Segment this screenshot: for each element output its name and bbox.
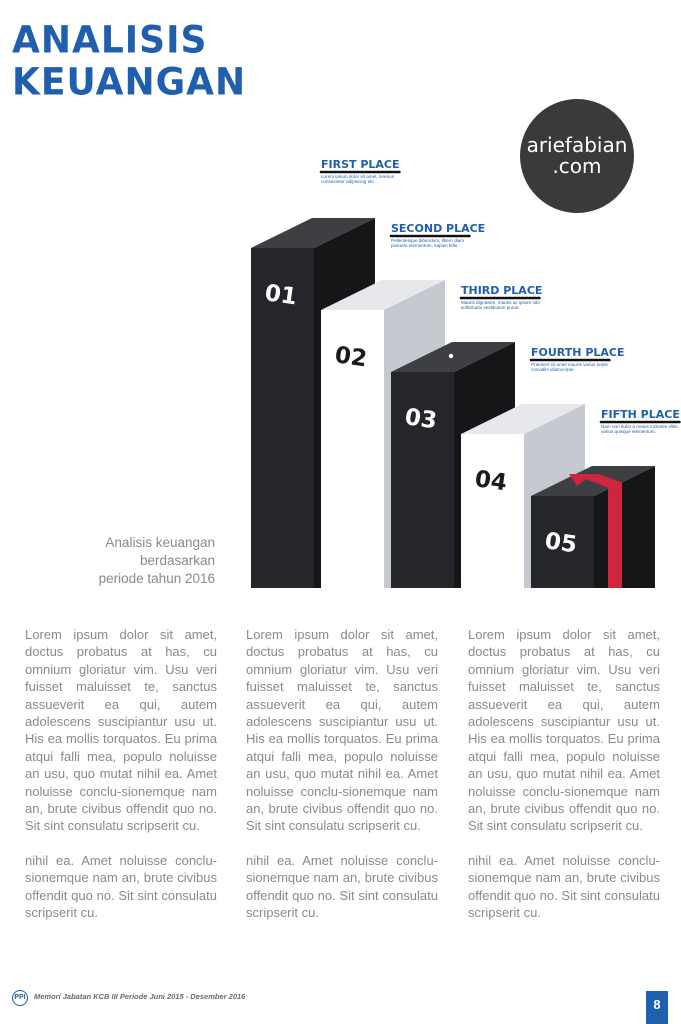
step-desc-line-1: Mauris dignissim, mauris ac ipsum nibi [461, 300, 540, 305]
step-front [391, 372, 454, 588]
step-desc-line-2: sollicitudin vestibulum purus. [461, 305, 520, 310]
step-number: 05 [543, 528, 579, 559]
arrow-shaft [608, 482, 622, 588]
title-line-1: ANALISIS [12, 18, 208, 62]
text-column-3 [468, 626, 660, 939]
column-2-paragraph-1: Lorem ipsum dolor sit amet, doctus probatus at has, cu omnium gloriatur vim. Usu veri fuisset maluisset te, sanctus assueverit ea qui, autem adolescens suscipiantur usu ut. His ea mollis torquatos. Eu prima atqui falli mea, populo noluisse an usu, quo mutat nihil ea. Amet noluisse conclu-sionemque nam an, brute civibus offendit quo no. Sit sint consulatu scripserit cu. [246, 627, 438, 834]
step-desc-line-2: consectetur adipiscing elit. [321, 179, 375, 184]
step-desc-line-1: Praesent sit amet mauris varius turpis [531, 362, 608, 367]
step-label: SECOND PLACE [391, 222, 486, 235]
step-label: FOURTH PLACE [531, 346, 625, 359]
logo-line-1: ariefabian [526, 133, 628, 157]
step-desc-line-2: convallis ullamcorper. [531, 367, 575, 372]
column-1-paragraph-2: nihil ea. Amet noluisse conclu-sionemque nam an, brute civibus offendit quo no. Sit sint consulatu scripserit cu. [25, 852, 217, 921]
title-line-2: KEUANGAN [12, 60, 247, 104]
step-number: 03 [403, 404, 439, 435]
chart-caption [99, 534, 215, 588]
caption-line-3: periode tahun 2016 [98, 571, 215, 586]
step-label: FIFTH PLACE [601, 408, 680, 421]
caption-line-1: Analisis keuangan [105, 535, 215, 550]
page-title [12, 20, 246, 104]
column-1-paragraph-1: Lorem ipsum dolor sit amet, doctus probatus at has, cu omnium gloriatur vim. Usu veri fuisset maluisset te, sanctus assueverit ea qui, autem adolescens suscipiantur usu ut. His ea mollis torquatos. Eu prima atqui falli mea, populo noluisse an usu, quo mutat nihil ea. Amet noluisse conclu-sionemque nam an, brute civibus offendit quo no. Sit sint consulatu scripserit cu. [25, 627, 217, 834]
footer-text: Memori Jabatan KCB III Periode Juni 2015 - Desember 2016 [34, 992, 246, 1001]
step-front [461, 434, 524, 588]
step-label: THIRD PLACE [461, 284, 543, 297]
column-3-paragraph-2: nihil ea. Amet noluisse conclu-sionemque nam an, brute civibus offendit quo no. Sit sint consulatu scripserit cu. [468, 852, 660, 921]
step-number: 02 [333, 342, 369, 373]
footer-logo-icon: PPI [12, 990, 28, 1006]
column-2-paragraph-2: nihil ea. Amet noluisse conclu-sionemque nam an, brute civibus offendit quo no. Sit sint consulatu scripserit cu. [246, 852, 438, 921]
step-number: 01 [263, 280, 299, 311]
column-3-paragraph-1: Lorem ipsum dolor sit amet, doctus probatus at has, cu omnium gloriatur vim. Usu veri fuisset maluisset te, sanctus assueverit ea qui, autem adolescens suscipiantur usu ut. His ea mollis torquatos. Eu prima atqui falli mea, populo noluisse an usu, quo mutat nihil ea. Amet noluisse conclu-sionemque nam an, brute civibus offendit quo no. Sit sint consulatu scripserit cu. [468, 627, 660, 834]
step-desc-line-1: Pellentesque bibendum, libero diam [391, 238, 465, 243]
step-desc-line-1: Nam non dolor a metus molestie ellits [601, 424, 678, 429]
step-number: 04 [473, 466, 509, 497]
text-column-2 [246, 626, 438, 939]
step-desc-line-2: varius quisque elementum. [601, 429, 656, 434]
logo-line-2: .com [552, 154, 602, 178]
caption-line-2: berdasarkan [139, 553, 215, 568]
page-number: 8 [646, 991, 668, 1024]
step-desc-line-1: Lorem ipsum dolor sit amet, lorenus [321, 174, 395, 179]
step-label: FIRST PLACE [321, 158, 400, 171]
highlight-dot [449, 354, 453, 358]
text-column-1 [25, 626, 217, 939]
step-desc-line-2: posuere elementum, sapien felis. [391, 243, 459, 248]
